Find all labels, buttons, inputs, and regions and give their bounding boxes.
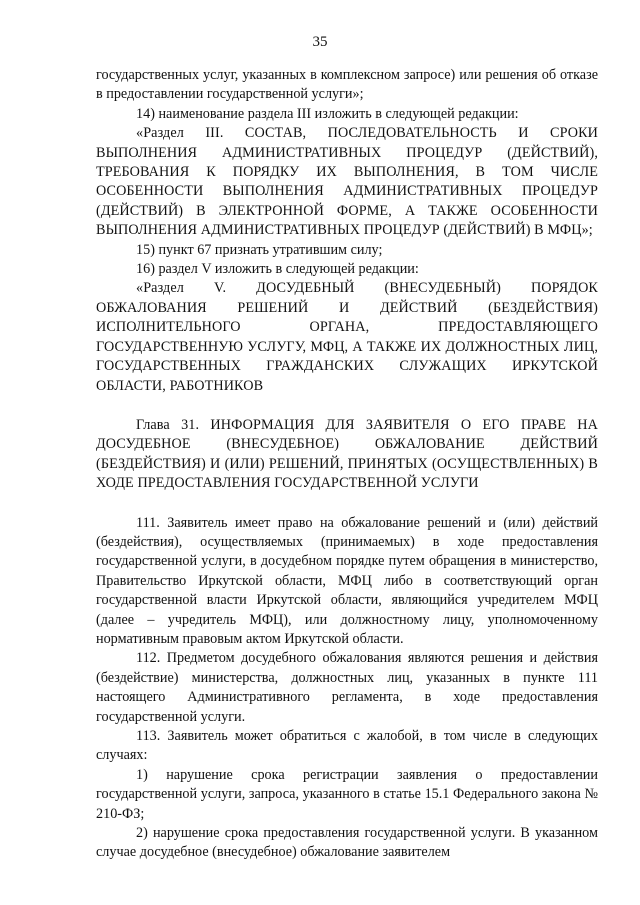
- clause-112: 112. Предметом досудебного обжалования являются решения и действия (бездействие) министерства, должностных лиц, указанных в пункте 111 настоящего Административного регламента, в ходе предоставления государственной услуги.: [96, 650, 598, 725]
- paragraph-item-14: 14) наименование раздела III изложить в следующей редакции:: [136, 105, 519, 122]
- spacer: [96, 396, 598, 416]
- spacer: [96, 494, 598, 514]
- clause-113-item-2: 2) нарушение срока предоставления государственной услуги. В указанном случае досудебное (внесудебное) обжалование заявителем: [96, 825, 598, 861]
- paragraph-continuation: государственных услуг, указанных в комплексном запросе) или решения об отказе в предоставлении государственной услуги»;: [96, 67, 598, 103]
- clause-113: 113. Заявитель может обратиться с жалобой, в том числе в следующих случаях:: [96, 728, 598, 764]
- clause-111: 111. Заявитель имеет право на обжалование решений и (или) действий (бездействия), осуществляемых (принимаемых) в ходе предоставления государственной услуги, в досудебном порядке путем обращения в министерство, Правительство Иркутской области, МФЦ либо в соответствующий орган государственной власти Иркутской области, являющийся учредителем МФЦ (далее – учредитель МФЦ), или должностному лицу, уполномоченному нормативным правовым актом Иркутской области.: [96, 514, 598, 647]
- paragraph-item-15: 15) пункт 67 признать утратившим силу;: [136, 241, 383, 258]
- document-body: [96, 66, 598, 863]
- clause-113-item-1: 1) нарушение срока регистрации заявления о предоставлении государственной услуги, запроса, указанного в статье 15.1 Федерального закона № 210-ФЗ;: [96, 766, 598, 822]
- chapter-31-heading: Глава 31. ИНФОРМАЦИЯ ДЛЯ ЗАЯВИТЕЛЯ О ЕГО ПРАВЕ НА ДОСУДЕБНОЕ (ВНЕСУДЕБНОЕ) ОБЖАЛОВАНИЕ ДЕЙСТВИЙ (БЕЗДЕЙСТВИЯ) И (ИЛИ) РЕШЕНИЙ, ПРИНЯТЫХ (ОСУЩЕСТВЛЕННЫХ) В ХОДЕ ПРЕДОСТАВЛЕНИЯ ГОСУДАРСТВЕННОЙ УСЛУГИ: [96, 416, 598, 492]
- section-5-title: «Раздел V. ДОСУДЕБНЫЙ (ВНЕСУДЕБНЫЙ) ПОРЯДОК ОБЖАЛОВАНИЯ РЕШЕНИЙ И ДЕЙСТВИЙ (БЕЗДЕЙСТВИЯ) ИСПОЛНИТЕЛЬНОГО ОРГАНА, ПРЕДОСТАВЛЯЮЩЕГО ГОСУДАРСТВЕННУЮ УСЛУГУ, МФЦ, А ТАКЖЕ ИХ ДОЛЖНОСТНЫХ ЛИЦ, ГОСУДАРСТВЕННЫХ ГРАЖДАНСКИХ СЛУЖАЩИХ ИРКУТСКОЙ ОБЛАСТИ, РАБОТНИКОВ: [96, 280, 598, 394]
- page-number: 35: [312, 34, 328, 50]
- section-3-title: «Раздел III. СОСТАВ, ПОСЛЕДОВАТЕЛЬНОСТЬ И СРОКИ ВЫПОЛНЕНИЯ АДМИНИСТРАТИВНЫХ ПРОЦЕДУР (ДЕЙСТВИЙ), ТРЕБОВАНИЯ К ПОРЯДКУ ИХ ВЫПОЛНЕНИЯ, В ТОМ ЧИСЛЕ ОСОБЕННОСТИ ВЫПОЛНЕНИЯ АДМИНИСТРАТИВНЫХ ПРОЦЕДУР (ДЕЙСТВИЙ) В ЭЛЕКТРОННОЙ ФОРМЕ, А ТАКЖЕ ОСОБЕННОСТИ ВЫПОЛНЕНИЯ АДМИНИСТРАТИВНЫХ ПРОЦЕДУР (ДЕЙСТВИЙ) В МФЦ»;: [96, 125, 598, 239]
- paragraph-item-16: 16) раздел V изложить в следующей редакции:: [136, 261, 419, 278]
